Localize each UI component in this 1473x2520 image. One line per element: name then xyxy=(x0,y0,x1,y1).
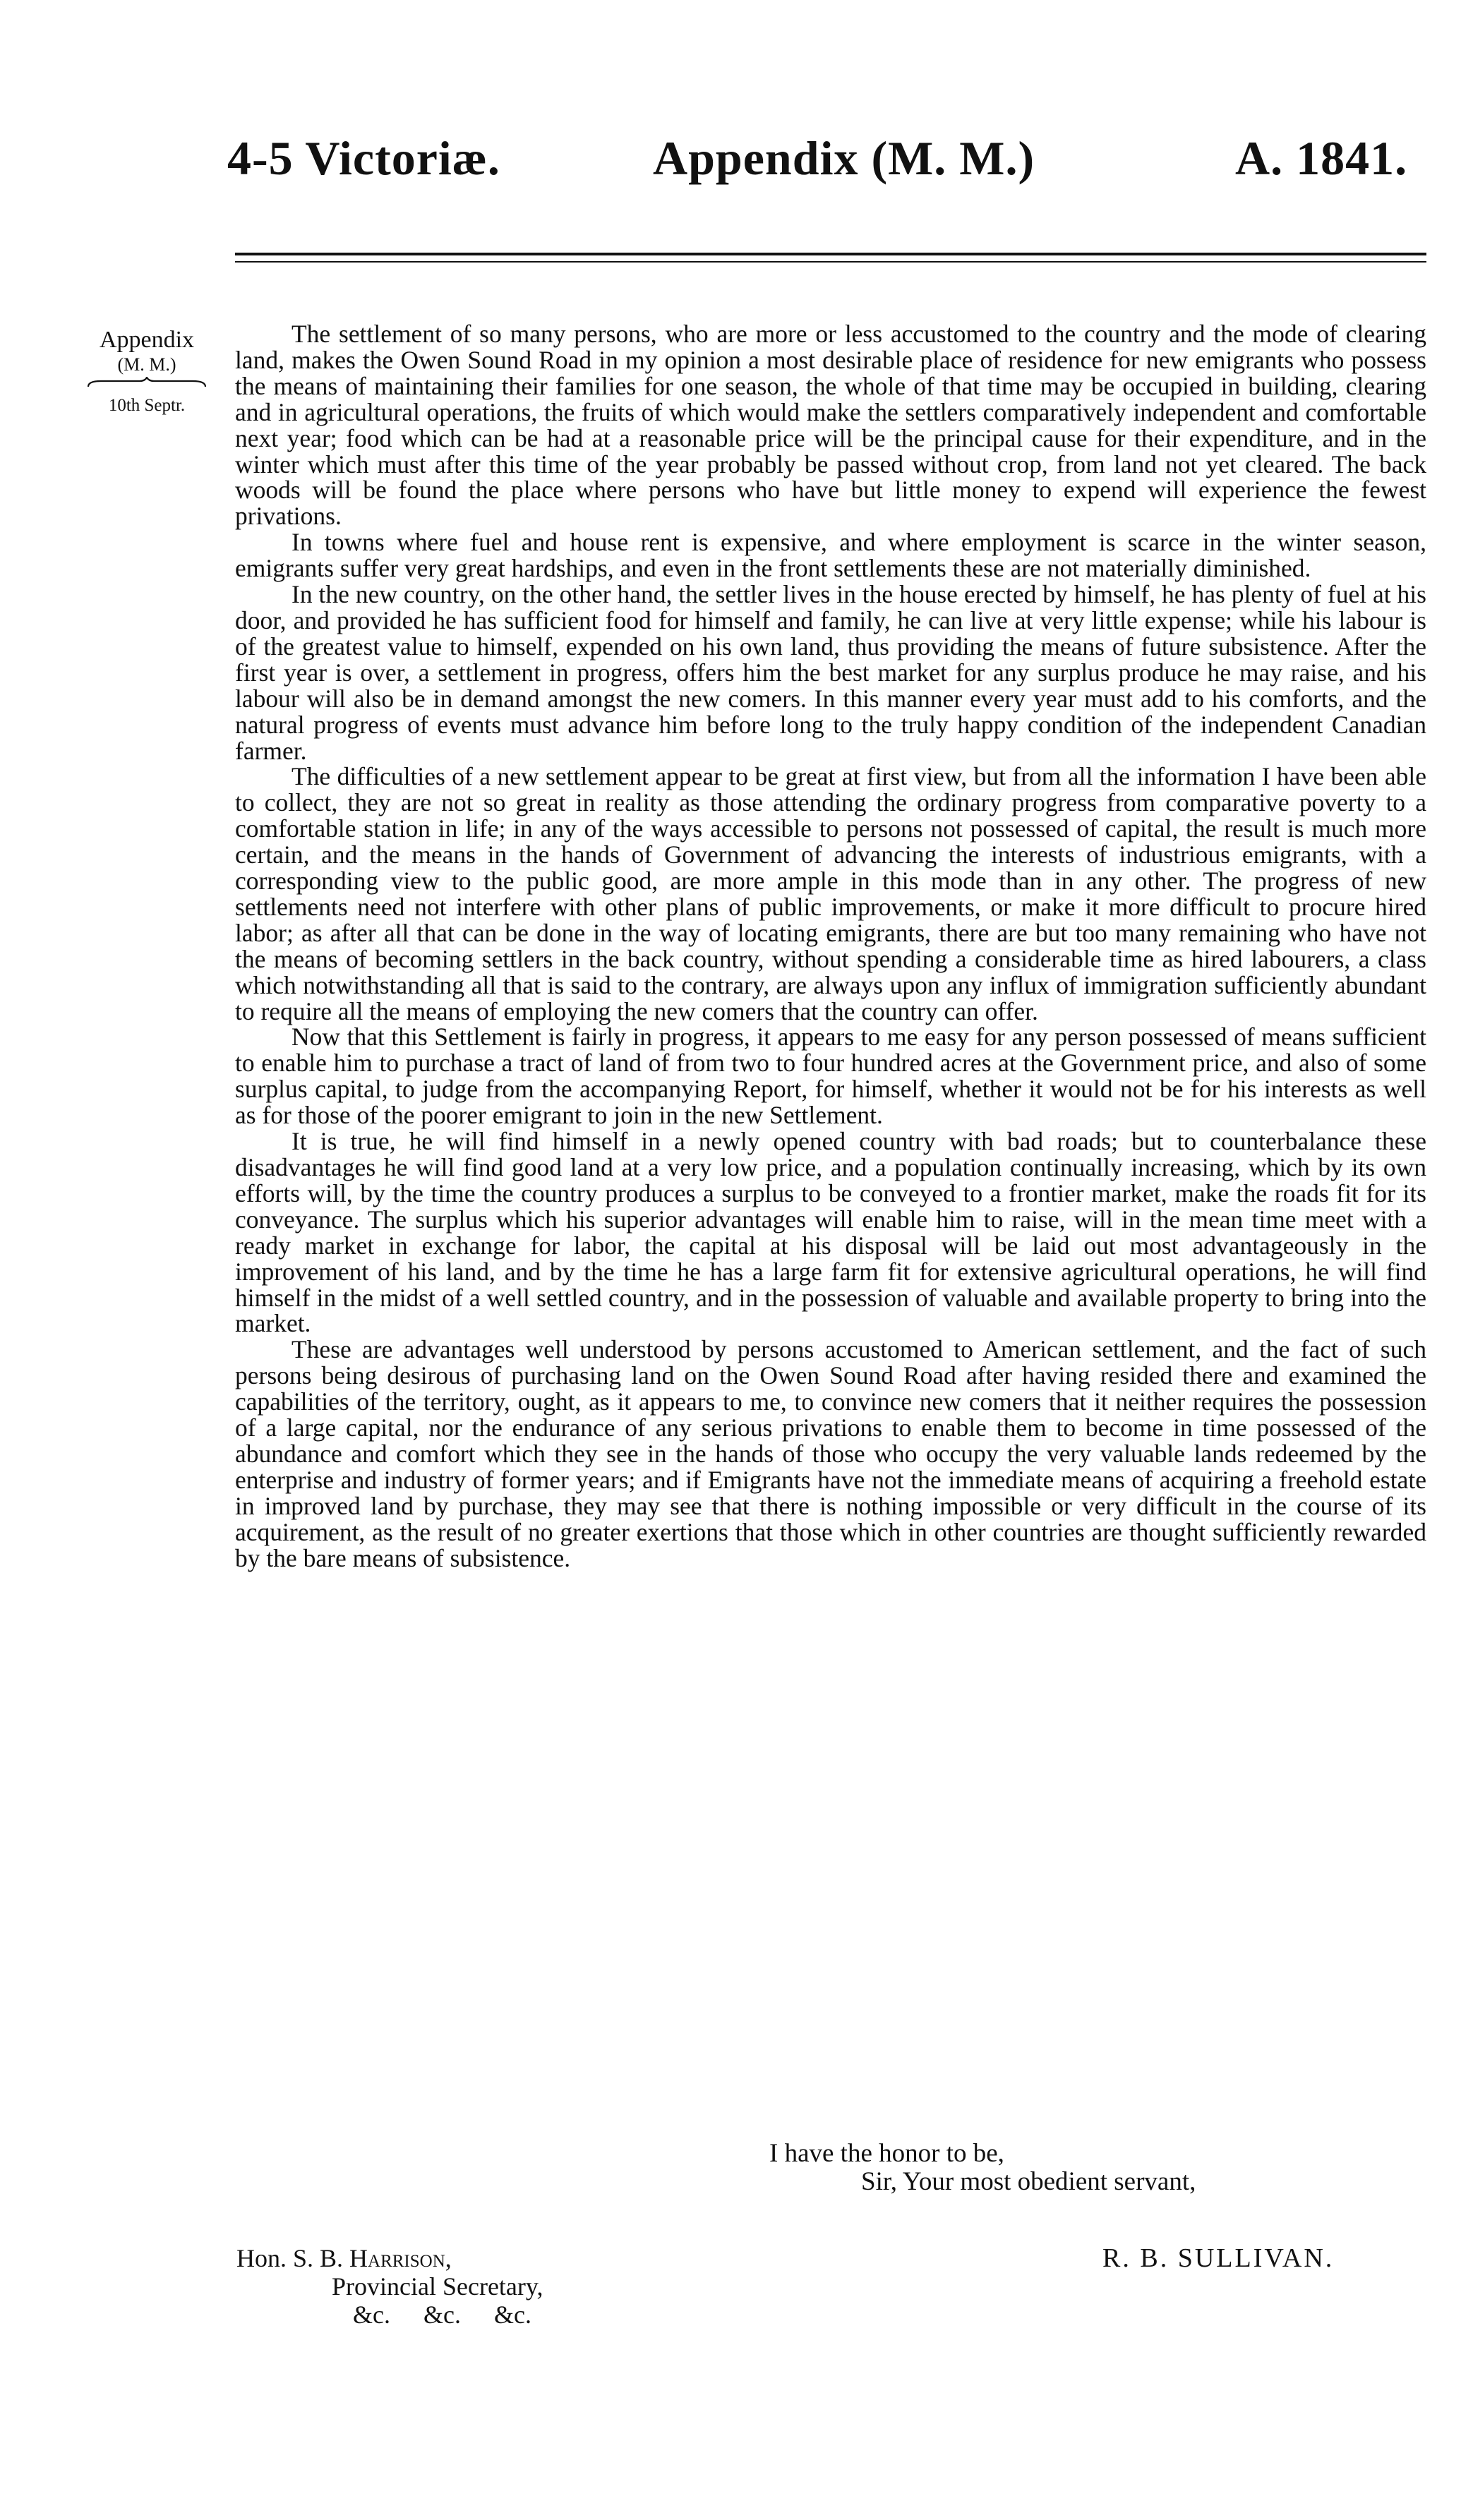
addressee-surname: Harrison, xyxy=(349,2244,452,2272)
letter-body xyxy=(235,321,1426,1572)
margin-note xyxy=(76,326,217,418)
addressee-prefix: Hon. S. B. xyxy=(236,2244,350,2272)
etc-3: &c. xyxy=(493,2301,531,2329)
complimentary-close xyxy=(769,2140,1196,2196)
etc-1: &c. xyxy=(353,2301,390,2329)
paragraph: The difficulties of a new settlement appear to be great at first view, but from all the information I have been able to collect, they are not so great in reality as those attending the ordinary progress from comparative poverty to a comfortable station in life; in any of the ways accessible to persons not possessed of capital, the result is much more certain, and the means in the hands of Government of advancing the interests of industrious emigrants, with a corresponding view to the public good, are more ample in this mode than in any other. The progress of new settlements need not interfere with other plans of public improvements, or make it more difficult to procure hired labor; as after all that can be done in the way of locating emigrants, there are but too many remaining who have not the means of becoming settlers in the back country, without spending a considerable time as hired labourers, a class which notwithstanding all that is said to the contrary, are always upon any influx of immigration sufficiently abundant to require all the means of employing the new comers that the country can offer. xyxy=(235,762,1426,1025)
closing-line-1: I have the honor to be, xyxy=(769,2139,1004,2168)
paragraph: Now that this Settlement is fairly in progress, it appears to me easy for any person possessed of means sufficient to enable him to purchase a tract of land of from two to four hundred acres at the Government price, and also of some surplus capital, to judge from the accompanying Report, for himself, whether it would not be for his interests as well as for those of the poorer emigrant to join in the new Settlement. xyxy=(235,1023,1426,1130)
header-session: 4-5 Victoriæ. xyxy=(227,131,500,185)
addressee-etc xyxy=(236,2301,558,2329)
paragraph: The settlement of so many persons, who are more or less accustomed to the country and the mode of clearing land, makes the Owen Sound Road in my opinion a most desirable place of residence for new emigrants who possess the means of maintaining their families for one season, the whole of that time may be occupied in building, clearing and in agricultural operations, the fruits of which would make the settlers comparatively independent and comfortable next year; food which can be had at a reasonable price will be the principal cause for their expenditure, and in the winter which must after this time of the year probably be passed without crop, from land not yet cleared. The back woods will be found the place where persons who have but little money to expend will experience the fewest privations. xyxy=(235,320,1426,531)
header-year: A. 1841. xyxy=(1235,131,1408,185)
addressee-block xyxy=(236,2244,558,2329)
margin-note-date: 10th Septr. xyxy=(108,396,186,415)
header-rule-thick xyxy=(235,253,1426,255)
signatory: R. B. SULLIVAN. xyxy=(1102,2243,1335,2273)
margin-note-title: Appendix xyxy=(99,327,195,353)
margin-note-sub: (M. M.) xyxy=(117,354,176,375)
header-rule-thin xyxy=(235,261,1426,263)
paragraph: In the new country, on the other hand, the settler lives in the house erected by himself, he has plenty of fuel at his door, and provided he has sufficient food for himself and family, he can live at very little expense; while his labour is of the greatest value to himself, expended on his own land, thus providing the means of future subsistence. After the first year is over, a settlement in progress, offers him the best market for any surplus produce he may raise, and his labour will also be in demand amongst the new comers. In this manner every year must add to his comforts, and the natural progress of events must advance him before long to the truly happy condition of the independent Canadian farmer. xyxy=(235,580,1426,765)
running-header xyxy=(0,131,1473,194)
paragraph: In towns where fuel and house rent is expensive, and where employment is scarce in the winter season, emigrants suffer very great hardships, and even in the front settlements these are not materially diminished. xyxy=(235,528,1426,583)
closing-line-2: Sir, Your most obedient servant, xyxy=(861,2167,1196,2196)
paragraph: These are advantages well understood by persons accustomed to American settlement, and the fact of such persons being desirous of purchasing land on the Owen Sound Road after having resided there and examined the capabilities of the territory, ought, as it appears to me, to convince new comers that it neither requires the possession of a large capital, nor the endurance of any serious privations to enable them to become in time possessed of the abundance and comfort which they see in the hands of those who occupy the very valuable lands redeemed by the enterprise and industry of former years; and if Emigrants have not the immediate means of acquiring a freehold estate in improved land by purchase, they may see that there is nothing impossible or very difficult in the course of its acquirement, as the result of no greater exertions that those which in other countries are thought sufficiently rewarded by the bare means of subsistence. xyxy=(235,1335,1426,1572)
brace-icon xyxy=(87,377,207,390)
addressee-name xyxy=(236,2244,558,2272)
paragraph: It is true, he will find himself in a newly opened country with bad roads; but to counterbalance these disadvantages he will find good land at a very low price, and a population continually increasing, which by its own efforts will, by the time the country produces a surplus to be conveyed to a frontier market, make the roads fit for its conveyance. The surplus which his superior advantages will enable him to raise, will in the mean time meet with a ready market in exchange for labor, the capital at his disposal will be laid out most advantageously in the improvement of his land, and by the time he has a large farm fit for extensive agricultural operations, he will find himself in the midst of a well settled country, and in the possession of valuable and available property to bring into the market. xyxy=(235,1127,1426,1338)
etc-2: &c. xyxy=(423,2301,461,2329)
header-appendix: Appendix (M. M.) xyxy=(653,131,1035,185)
addressee-title: Provincial Secretary, xyxy=(332,2272,543,2301)
